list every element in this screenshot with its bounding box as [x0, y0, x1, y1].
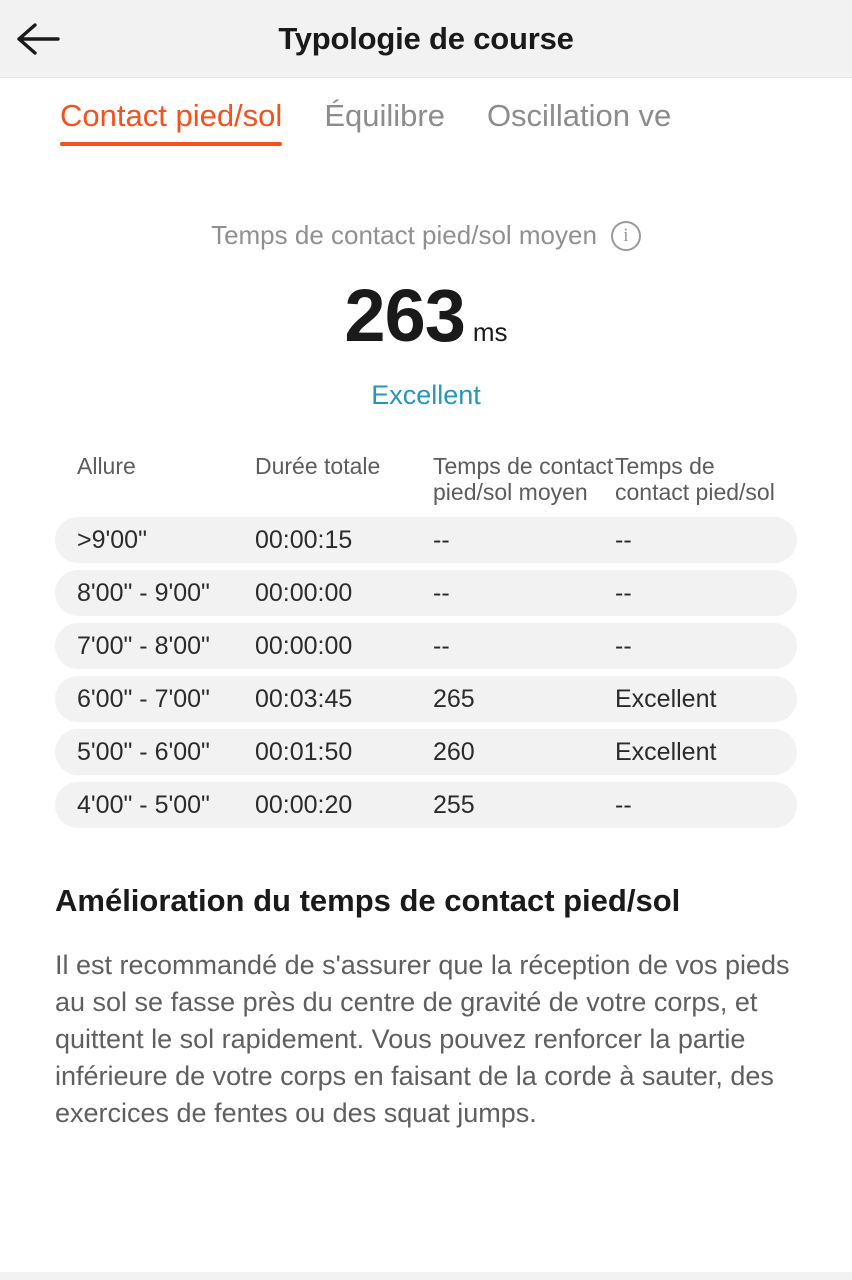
cell-eval: -- [615, 525, 632, 554]
summary-section [0, 162, 852, 411]
summary-label-text: Temps de contact pied/sol moyen [211, 220, 597, 250]
cell-duree: 00:01:50 [255, 737, 353, 766]
column-header-allure: Allure [77, 453, 136, 479]
cell-duree: 00:00:15 [255, 525, 353, 554]
cell-eval: -- [615, 578, 632, 607]
table-row [55, 517, 797, 563]
summary-rating: Excellent [371, 380, 481, 410]
summary-value-row [0, 273, 852, 358]
cell-duree: 00:03:45 [255, 684, 353, 713]
table-row [55, 729, 797, 775]
column-header-temps-contact-moyen: Temps de contact pied/sol moyen [433, 453, 614, 505]
page-title: Typologie de course [278, 20, 574, 56]
tab-oscillation-verticale[interactable]: Oscillation ve [486, 98, 672, 133]
cell-moyen: -- [433, 525, 450, 554]
cell-duree: 00:00:20 [255, 790, 353, 819]
table-row [55, 623, 797, 669]
tab-equilibre[interactable]: Équilibre [324, 98, 445, 133]
cell-duree: 00:00:00 [255, 631, 353, 660]
column-header-duree-totale: Durée totale [255, 453, 381, 479]
advice-section [55, 883, 797, 1132]
app-header [0, 0, 852, 78]
summary-unit: ms [472, 317, 508, 347]
cell-moyen: 260 [433, 737, 475, 766]
table-row [55, 676, 797, 722]
pace-table [55, 453, 797, 828]
cell-allure: 4'00" - 5'00" [77, 790, 210, 819]
summary-value: 263 [344, 274, 465, 357]
cell-duree: 00:00:00 [255, 578, 353, 607]
cell-eval: Excellent [615, 684, 717, 713]
tab-bar[interactable] [0, 78, 852, 162]
advice-title: Amélioration du temps de contact pied/sol [55, 883, 681, 918]
cell-moyen: -- [433, 631, 450, 660]
bottom-divider [0, 1272, 852, 1280]
tab-contact-pied-sol[interactable]: Contact pied/sol [60, 78, 282, 146]
table-row [55, 782, 797, 828]
cell-allure: 8'00" - 9'00" [77, 578, 210, 607]
table-row [55, 570, 797, 616]
cell-eval: -- [615, 631, 632, 660]
arrow-left-icon [16, 22, 60, 56]
cell-allure: 5'00" - 6'00" [77, 737, 210, 766]
summary-label-row [211, 220, 641, 251]
cell-moyen: 255 [433, 790, 475, 819]
info-icon[interactable]: i [611, 221, 641, 251]
cell-allure: >9'00" [77, 525, 147, 554]
cell-allure: 7'00" - 8'00" [77, 631, 210, 660]
cell-moyen: 265 [433, 684, 475, 713]
cell-moyen: -- [433, 578, 450, 607]
table-header-row [55, 453, 797, 505]
cell-eval: Excellent [615, 737, 717, 766]
column-header-temps-contact: Temps de contact pied/sol [615, 453, 775, 505]
advice-body: Il est recommandé de s'assurer que la réception de vos pieds au sol se fasse près du centre de gravité de votre corps, et quittent le sol rapidement. Vous pouvez renforcer la partie inférieure de votre corps en faisant de la corde à sauter, des exercices de fentes ou des squat jumps. [55, 950, 790, 1128]
cell-allure: 6'00" - 7'00" [77, 684, 210, 713]
cell-eval: -- [615, 790, 632, 819]
back-button[interactable] [0, 0, 76, 78]
